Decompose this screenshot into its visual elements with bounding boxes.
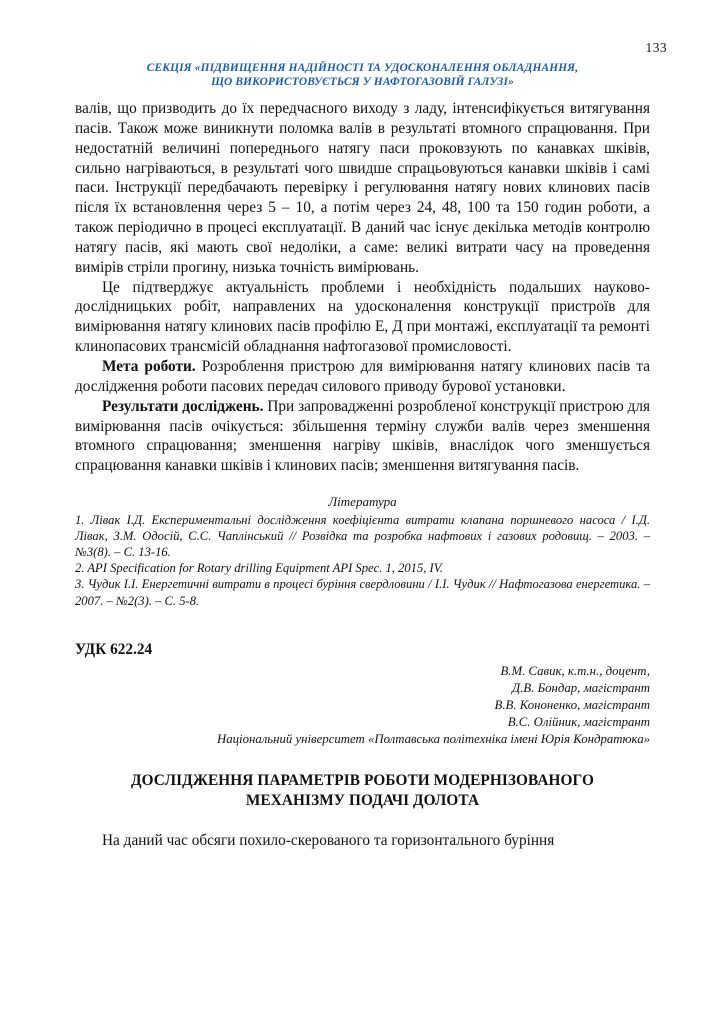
paragraph-continued: валів, що призводить до їх передчасного виходу з ладу, інтенсифікується витягування пасів. Також може виникнути поломка валів в результаті втомного спрацювання. При недостатній величині попереднього натягу паси проковзують по канавках шківів, сильно нагріваються, в результаті чого швидше спрацьовуються канавки шківів і самі паси. Інструкції передбачають перевірку і регулювання натягу нових клинових пасів після їх встановлення через 5 – 10, а потім через 24, 48, 100 та 150 годин роботи, а також періодично в процесі експлуатації. В даний час існує декілька методів контролю натягу пасів, які мають свої недоліки, а саме: великі витрати часу на проведення вимірів стріли прогину, низька точність вимірювань. <box>75 100 650 276</box>
reference-item: 1. Лівак І.Д. Експериментальні дослідження коефіцієнта витрати клапана поршневого насоса / І.Д. Лівак, З.М. Одосій, С.С. Чаплінський // Розвідка та розробка нафтових і газових родовищ. – 2003. – №3(8). – С. 13-16. <box>75 513 650 560</box>
udc-code: УДК 622.24 <box>75 640 153 658</box>
article-title-line-2: МЕХАНІЗМУ ПОДАЧІ ДОЛОТА <box>245 791 480 809</box>
paragraph-aim <box>75 357 650 397</box>
author-name: В.В. Кононенко, магістрант <box>494 697 650 712</box>
reference-item: 2. API Specification for Rotary drilling Equipment API Spec. 1, 2015, IV. <box>75 561 443 576</box>
running-head-line-1: СЕКЦІЯ «ПІДВИЩЕННЯ НАДІЙНОСТІ ТА УДОСКОНАЛЕННЯ ОБЛАДНАННЯ, <box>146 62 579 74</box>
results-label: Результати досліджень. <box>102 397 264 415</box>
affiliation: Національний університет «Полтавська політехніка імені Юрія Кондратюка» <box>216 731 650 746</box>
references-heading: Література <box>328 494 397 510</box>
running-head <box>75 61 650 89</box>
reference-item: 3. Чудик І.І. Енергетичні витрати в процесі буріння свердловини / І.І. Чудик // Нафтогазова енергетика. – 2007. – №2(3). – С. 5-8. <box>75 577 650 608</box>
author-name: В.М. Савик, к.т.н., доцент, <box>500 663 650 678</box>
author-name: Д.В. Бондар, магістрант <box>512 680 650 695</box>
paragraph-results <box>75 397 650 476</box>
page-content <box>75 99 650 851</box>
article-title <box>75 748 650 810</box>
page-number: 133 <box>645 40 667 55</box>
article-title-line-1: ДОСЛІДЖЕННЯ ПАРАМЕТРІВ РОБОТИ МОДЕРНІЗОВАНОГО <box>131 772 594 790</box>
running-head-line-2: ЩО ВИКОРИСТОВУЄТЬСЯ У НАФТОГАЗОВІЙ ГАЛУЗІ» <box>211 76 514 89</box>
references-list <box>75 510 650 609</box>
results-text: При запровадженні розробленої конструкції пристрою для вимірювання пасів очікується: збільшення терміну служби валів через зменшення втомного спрацювання; зменшення нагріву шківів, внаслідок чого зменшується спрацювання канавки шківів і клинових пасів; зменшення витягування пасів. <box>75 397 650 475</box>
author-name: В.С. Олійник, магістрант <box>507 714 650 729</box>
paragraph-relevance: Це підтверджує актуальність проблеми і необхідність подальших науково-дослідницьких робіт, направлених на удосконалення конструкції пристроїв для вимірювання натягу клинових пасів профілю Е, Д при монтажі, експлуатації та ремонті клинопасових трансмісій обладнання нафтогазової промисловості. <box>75 278 650 356</box>
article-opening-paragraph: На даний час обсяги похило-скерованого та горизонтального буріння <box>102 832 555 850</box>
aim-text: Розроблення пристрою для вимірювання натягу клинових пасів та дослідження роботи пасових передач силового приводу бурової установки. <box>75 357 651 395</box>
author-list <box>75 659 650 731</box>
aim-label: Мета роботи. <box>102 357 196 375</box>
